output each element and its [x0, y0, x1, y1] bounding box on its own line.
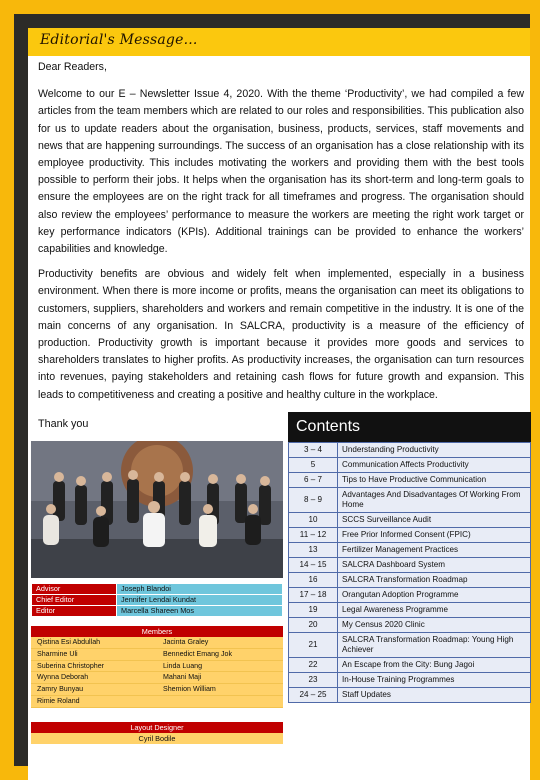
toc-title[interactable]: Free Prior Informed Consent (FPIC)	[338, 528, 531, 543]
member-name: Linda Luang	[157, 661, 283, 673]
team-photo-illustration	[31, 441, 283, 578]
toc-row[interactable]	[289, 618, 531, 633]
toc-page: 8 – 9	[289, 488, 338, 513]
toc-title[interactable]: SCCS Surveillance Audit	[338, 513, 531, 528]
toc-row[interactable]	[289, 558, 531, 573]
editorial-row-advisor	[32, 584, 283, 595]
role-name: Jennifer Lendai Kundat	[117, 595, 283, 606]
toc-title[interactable]: Communication Affects Productivity	[338, 458, 531, 473]
letter-paragraph-1: Welcome to our E – Newsletter Issue 4, 2020. With the theme ‘Productivity’, we had compiled a few articles from the team members which are related to our roles and responsibilities. This publication also for us to update readers about the organisation, business, products, services, staff movements and news that are happening surroundings. The success of an organisation has a close relationship with its employee productivity. This includes motivating the workers and providing them with the best tools possible to perform their jobs. It helps when the organisation has its short-term and long-term goals to ensure the employees are on the right track for all timeframes and progress. The organisation should also review the employees’ performance to measure the workers are meeting the right work target or key performance indicators (KPIs). Additional trainings can be provided to enhance the workers’ capabilities and knowledge.	[38, 88, 524, 256]
toc-title[interactable]: Legal Awareness Programme	[338, 603, 531, 618]
toc-row[interactable]	[289, 488, 531, 513]
toc-row[interactable]	[289, 473, 531, 488]
toc-row[interactable]	[289, 633, 531, 658]
toc-page: 3 – 4	[289, 443, 338, 458]
toc-page: 20	[289, 618, 338, 633]
toc-page: 17 – 18	[289, 588, 338, 603]
toc-title[interactable]: SALCRA Dashboard System	[338, 558, 531, 573]
toc-row[interactable]	[289, 443, 531, 458]
editorial-row-editor	[32, 606, 283, 617]
letter-greeting: Dear Readers,	[38, 61, 107, 73]
members-heading: Members	[31, 626, 283, 637]
toc-page: 22	[289, 658, 338, 673]
toc-row[interactable]	[289, 658, 531, 673]
contents-heading: Contents	[288, 412, 531, 442]
members-box	[31, 626, 283, 708]
member-name: Wynna Deborah	[31, 672, 157, 684]
toc-title[interactable]: My Census 2020 Clinic	[338, 618, 531, 633]
role-name: Marcella Shareen Mos	[117, 606, 283, 617]
editorial-letter	[38, 59, 524, 412]
toc-title[interactable]: Staff Updates	[338, 688, 531, 703]
toc-title[interactable]: In-House Training Programmes	[338, 673, 531, 688]
toc-row[interactable]	[289, 458, 531, 473]
members-list	[31, 637, 283, 708]
role-label: Advisor	[32, 584, 117, 595]
member-name: Mahani Maji	[157, 672, 283, 684]
toc-page: 5	[289, 458, 338, 473]
member-name: Qistina Esi Abdullah	[31, 637, 157, 649]
toc-row[interactable]	[289, 603, 531, 618]
toc-page: 13	[289, 543, 338, 558]
role-label: Chief Editor	[32, 595, 117, 606]
role-label: Editor	[32, 606, 117, 617]
toc-row[interactable]	[289, 688, 531, 703]
toc-page: 16	[289, 573, 338, 588]
toc-row[interactable]	[289, 573, 531, 588]
toc-row[interactable]	[289, 673, 531, 688]
member-name: Sharmine Uli	[31, 649, 157, 661]
role-name: Joseph Blandoi	[117, 584, 283, 595]
letter-paragraph-2: Productivity benefits are obvious and widely felt when implemented, especially in a business environment. When there is more income or profits, means the organisation can meet its obligations to customers, suppliers, shareholders and workers and remain competitive in the industry. It is one of the main concerns of any organisation. In SALCRA, productivity is a measure of the efficiency of production. Productivity growth is important because it provides more goods and services to shareholders translates to higher profits. As productivity increases, the organisation can turn resources into revenues, paying stakeholders and retaining cash flows for future growth and expansion. This leads to competitiveness and creating a positive and healthy culture in the workplace.	[38, 268, 524, 401]
toc-title[interactable]: Fertilizer Management Practices	[338, 543, 531, 558]
toc-title[interactable]: Understanding Productivity	[338, 443, 531, 458]
toc-title[interactable]: SALCRA Transformation Roadmap: Young High Achiever	[338, 633, 531, 658]
member-name	[157, 696, 283, 708]
toc-title[interactable]: Orangutan Adoption Programme	[338, 588, 531, 603]
toc-row[interactable]	[289, 543, 531, 558]
toc-page: 19	[289, 603, 338, 618]
contents-table	[288, 442, 531, 703]
toc-row[interactable]	[289, 588, 531, 603]
member-name: Shemion William	[157, 684, 283, 696]
editorial-row-chief-editor	[32, 595, 283, 606]
member-name: Suberina Christopher	[31, 661, 157, 673]
member-name: Zamry Bunyau	[31, 684, 157, 696]
member-name: Bennedict Emang Jok	[157, 649, 283, 661]
toc-title[interactable]: Advantages And Disadvantages Of Working From Home	[338, 488, 531, 513]
toc-page: 11 – 12	[289, 528, 338, 543]
layout-designer-heading: Layout Designer	[31, 722, 283, 733]
toc-page: 23	[289, 673, 338, 688]
editorial-board-table	[31, 583, 283, 617]
toc-page: 6 – 7	[289, 473, 338, 488]
toc-page: 10	[289, 513, 338, 528]
toc-title[interactable]: Tips to Have Productive Communication	[338, 473, 531, 488]
layout-designer-name: Cyril Bodile	[31, 733, 283, 744]
toc-title[interactable]: An Escape from the City: Bung Jagoi	[338, 658, 531, 673]
toc-page: 24 – 25	[289, 688, 338, 703]
toc-page: 14 – 15	[289, 558, 338, 573]
toc-title[interactable]: SALCRA Transformation Roadmap	[338, 573, 531, 588]
member-name: Rimie Roland	[31, 696, 157, 708]
toc-page: 21	[289, 633, 338, 658]
toc-row[interactable]	[289, 513, 531, 528]
letter-closing: Thank you	[38, 418, 89, 430]
member-name: Jacinta Graley	[157, 637, 283, 649]
toc-row[interactable]	[289, 528, 531, 543]
page-title: Editorial's Message...	[40, 32, 198, 48]
team-photo	[31, 441, 283, 578]
